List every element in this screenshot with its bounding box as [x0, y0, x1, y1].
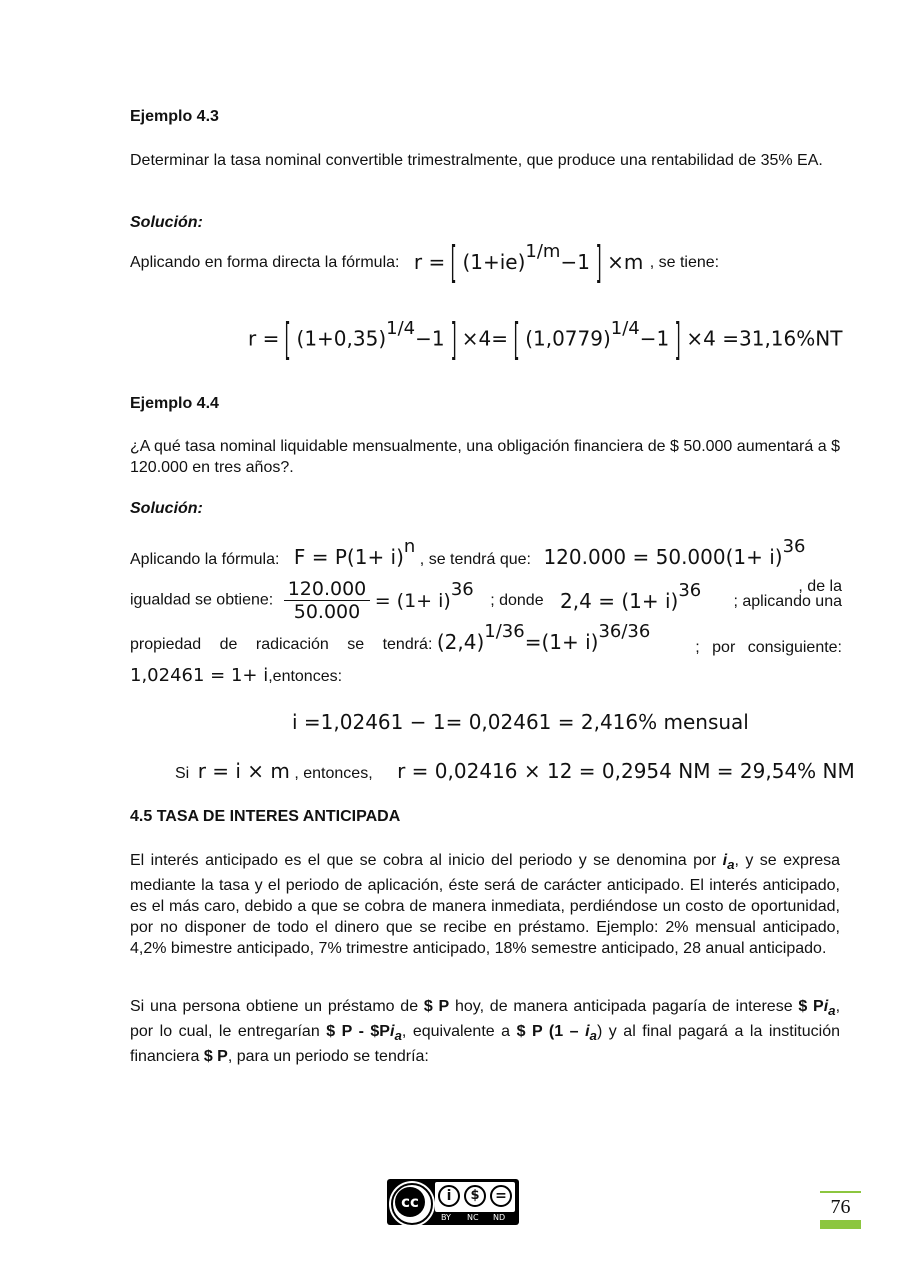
- rad-base: (2,4): [436, 630, 485, 654]
- fv-exp: n: [403, 536, 416, 557]
- rad-exp-2: 36/36: [598, 621, 651, 642]
- equation-2-4: [560, 579, 702, 613]
- line3-text-1: propiedad de radicación se tendrá:: [130, 636, 433, 653]
- formula-base: (1+ie): [462, 249, 526, 274]
- para2-a: Si una persona obtiene un préstamo de: [130, 998, 424, 1015]
- formula-r: r =: [413, 249, 446, 274]
- calc-minus-2: −1: [639, 326, 670, 351]
- solution-line-4: [130, 665, 342, 686]
- section-4-5-paragraph-2: [130, 996, 840, 1067]
- calc-base-2: (1,0779): [525, 326, 611, 351]
- formula-times-m: ×m: [607, 249, 644, 274]
- license-codes: [435, 1213, 515, 1223]
- noncommercial-icon: $: [464, 1185, 486, 1207]
- para2-g: , equivalente a: [401, 1023, 517, 1041]
- para2-k: , para un periodo se tendría:: [227, 1048, 429, 1066]
- para2-sym-2: i: [389, 1023, 395, 1041]
- calc-r: r =: [248, 326, 280, 351]
- nominal-rate-line: [175, 759, 855, 783]
- para2-c: hoy, de manera anticipada pagaría de interese: [449, 998, 799, 1015]
- para2-sub-3: a: [589, 1028, 597, 1044]
- fraction-denominator: 50.000: [293, 601, 361, 623]
- license-by: BY: [441, 1213, 451, 1222]
- cc-license-badge: [387, 1179, 519, 1225]
- attribution-icon: i: [438, 1185, 460, 1207]
- example-4-3-title: Ejemplo 4.3: [130, 108, 219, 125]
- license-nc: NC: [467, 1213, 479, 1222]
- r-equals-i-times-m: r = i × m: [197, 759, 290, 783]
- line2-text-1: igualdad se obtiene:: [130, 591, 274, 609]
- license-nd: ND: [493, 1213, 506, 1222]
- para2-i: ) y al final pagará a la institución financiera: [130, 1023, 840, 1066]
- fv-sub-exp: 36: [782, 536, 806, 557]
- line1-text-2: , se tendrá que:: [419, 551, 531, 568]
- para2-b: $ P: [423, 998, 450, 1015]
- para1-text-a: El interés anticipado es el que se cobra al inicio del periodo y se denomina por: [130, 852, 723, 869]
- page-number: 76: [830, 1196, 851, 1218]
- section-4-5-title: 4.5 TASA DE INTERES ANTICIPADA: [130, 808, 401, 825]
- formula-minus-one: −1: [560, 249, 590, 274]
- calc-exp-1: 1/4: [386, 317, 416, 339]
- line3-text-2: ; por consiguiente:: [695, 639, 842, 656]
- radication-formula: [436, 621, 651, 654]
- para2-j: $ P: [203, 1048, 228, 1066]
- cc-text: cc: [395, 1187, 425, 1217]
- formula-line: [130, 237, 850, 288]
- line4-text: ,entonces:: [268, 668, 343, 685]
- eq24-formula: 2,4 = (1+ i): [560, 588, 679, 613]
- ratio-equals: [374, 578, 474, 612]
- line2-text-3: ; aplicando una: [733, 593, 842, 610]
- line1-text-3: , de la: [798, 578, 842, 595]
- calc-times-1: ×4=: [461, 326, 509, 351]
- para2-sub-1: a: [828, 1003, 836, 1019]
- cc-logo-icon: [391, 1183, 433, 1225]
- ratio-exp: 36: [450, 578, 474, 600]
- para2-d: $ P: [798, 998, 824, 1015]
- license-icons: [435, 1182, 515, 1212]
- calc-base-1: (1+0,35): [296, 326, 387, 351]
- page-number-top-rule: [820, 1191, 861, 1193]
- fv-substituted: [543, 536, 806, 569]
- solution-line-3: [130, 621, 842, 657]
- formula-nominal-rate: r = [ (1+ie)1/m−1 ] ×m: [413, 237, 644, 288]
- monthly-rate-result: i =1,02461 − 1= 0,02461 = 2,416% mensual: [292, 710, 749, 734]
- para2-sym-3: i: [585, 1023, 590, 1041]
- fv-sub-formula: 120.000 = 50.000(1+ i): [543, 545, 783, 569]
- para2-sub-2: a: [394, 1028, 402, 1044]
- interest-equation: 1,02461 = 1+ i: [130, 665, 269, 686]
- para1-subscript: a: [727, 857, 735, 873]
- calc-exp-2: 1/4: [610, 317, 640, 339]
- para2-e: , por lo cual, le entregarían: [130, 998, 841, 1041]
- future-value-formula: [293, 536, 416, 569]
- example-4-4-title: Ejemplo 4.4: [130, 395, 219, 412]
- fraction-numerator: 120.000: [284, 578, 371, 601]
- line2-text-2: ; donde: [490, 591, 544, 609]
- para2-h: $ P (1 –: [516, 1023, 586, 1041]
- section-4-5-paragraph-1: [130, 850, 840, 959]
- eq24-exp: 36: [678, 579, 702, 601]
- nominal-rate-result: r = 0,02416 × 12 = 0,2954 NM = 29,54% NM: [397, 759, 855, 783]
- para1-text-b: , y se expresa mediante la tasa y el periodo de aplicación, éste será de carácter anticipado. El interés anticipado, es el más caro, debido a que se cobra de manera inmediata, perdiéndose un costo de oportunidad, por no disponer de todo el dinero que se recibe en préstamo. Ejemplo: 2% mensual anticipado, 4,2% bimestre anticipado, 7% trimestre anticipado, 18% semestre anticipado, 28 anual anticipado.: [130, 852, 840, 958]
- para2-f: $ P - $P: [326, 1023, 390, 1041]
- formula-intro: Aplicando en forma directa la fórmula:: [130, 254, 400, 271]
- formula-outro: , se tiene:: [649, 254, 720, 271]
- calc-result: ×4 =31,16%NT: [686, 326, 843, 351]
- example-4-4-statement: ¿A qué tasa nominal liquidable mensualmente, una obligación financiera de $ 50.000 aumentará a $ 120.000 en tres años?.: [130, 438, 840, 476]
- rad-exp-1: 1/36: [484, 621, 525, 642]
- example-4-3-statement: Determinar la tasa nominal convertible trimestralmente, que produce una rentabilidad de 35% EA.: [130, 152, 823, 169]
- line1-text-1: Aplicando la fórmula:: [130, 551, 280, 568]
- solution-label: Solución:: [130, 214, 203, 231]
- fv-formula: F = P(1+ i): [293, 545, 404, 569]
- ratio-rhs: = (1+ i): [374, 589, 451, 612]
- rad-rhs: =(1+ i): [524, 630, 599, 654]
- formula-exponent: 1/m: [525, 240, 561, 262]
- calc-minus-1: −1: [415, 326, 445, 351]
- solution-label-2: Solución:: [130, 500, 203, 517]
- si-label: Si: [175, 765, 190, 782]
- ratio-fraction: [284, 578, 371, 623]
- calculation-4-3: r = [ (1+0,35)1/4−1 ] ×4= [ (1,0779)1/4−1 ] ×4 =31,16%NT: [248, 314, 843, 365]
- entonces-label: , entonces,: [294, 765, 373, 782]
- page-number-bottom-bar: [820, 1220, 861, 1229]
- para1-symbol: i: [722, 852, 728, 869]
- noderivatives-icon: =: [490, 1185, 512, 1207]
- para2-sym-1: i: [823, 998, 829, 1015]
